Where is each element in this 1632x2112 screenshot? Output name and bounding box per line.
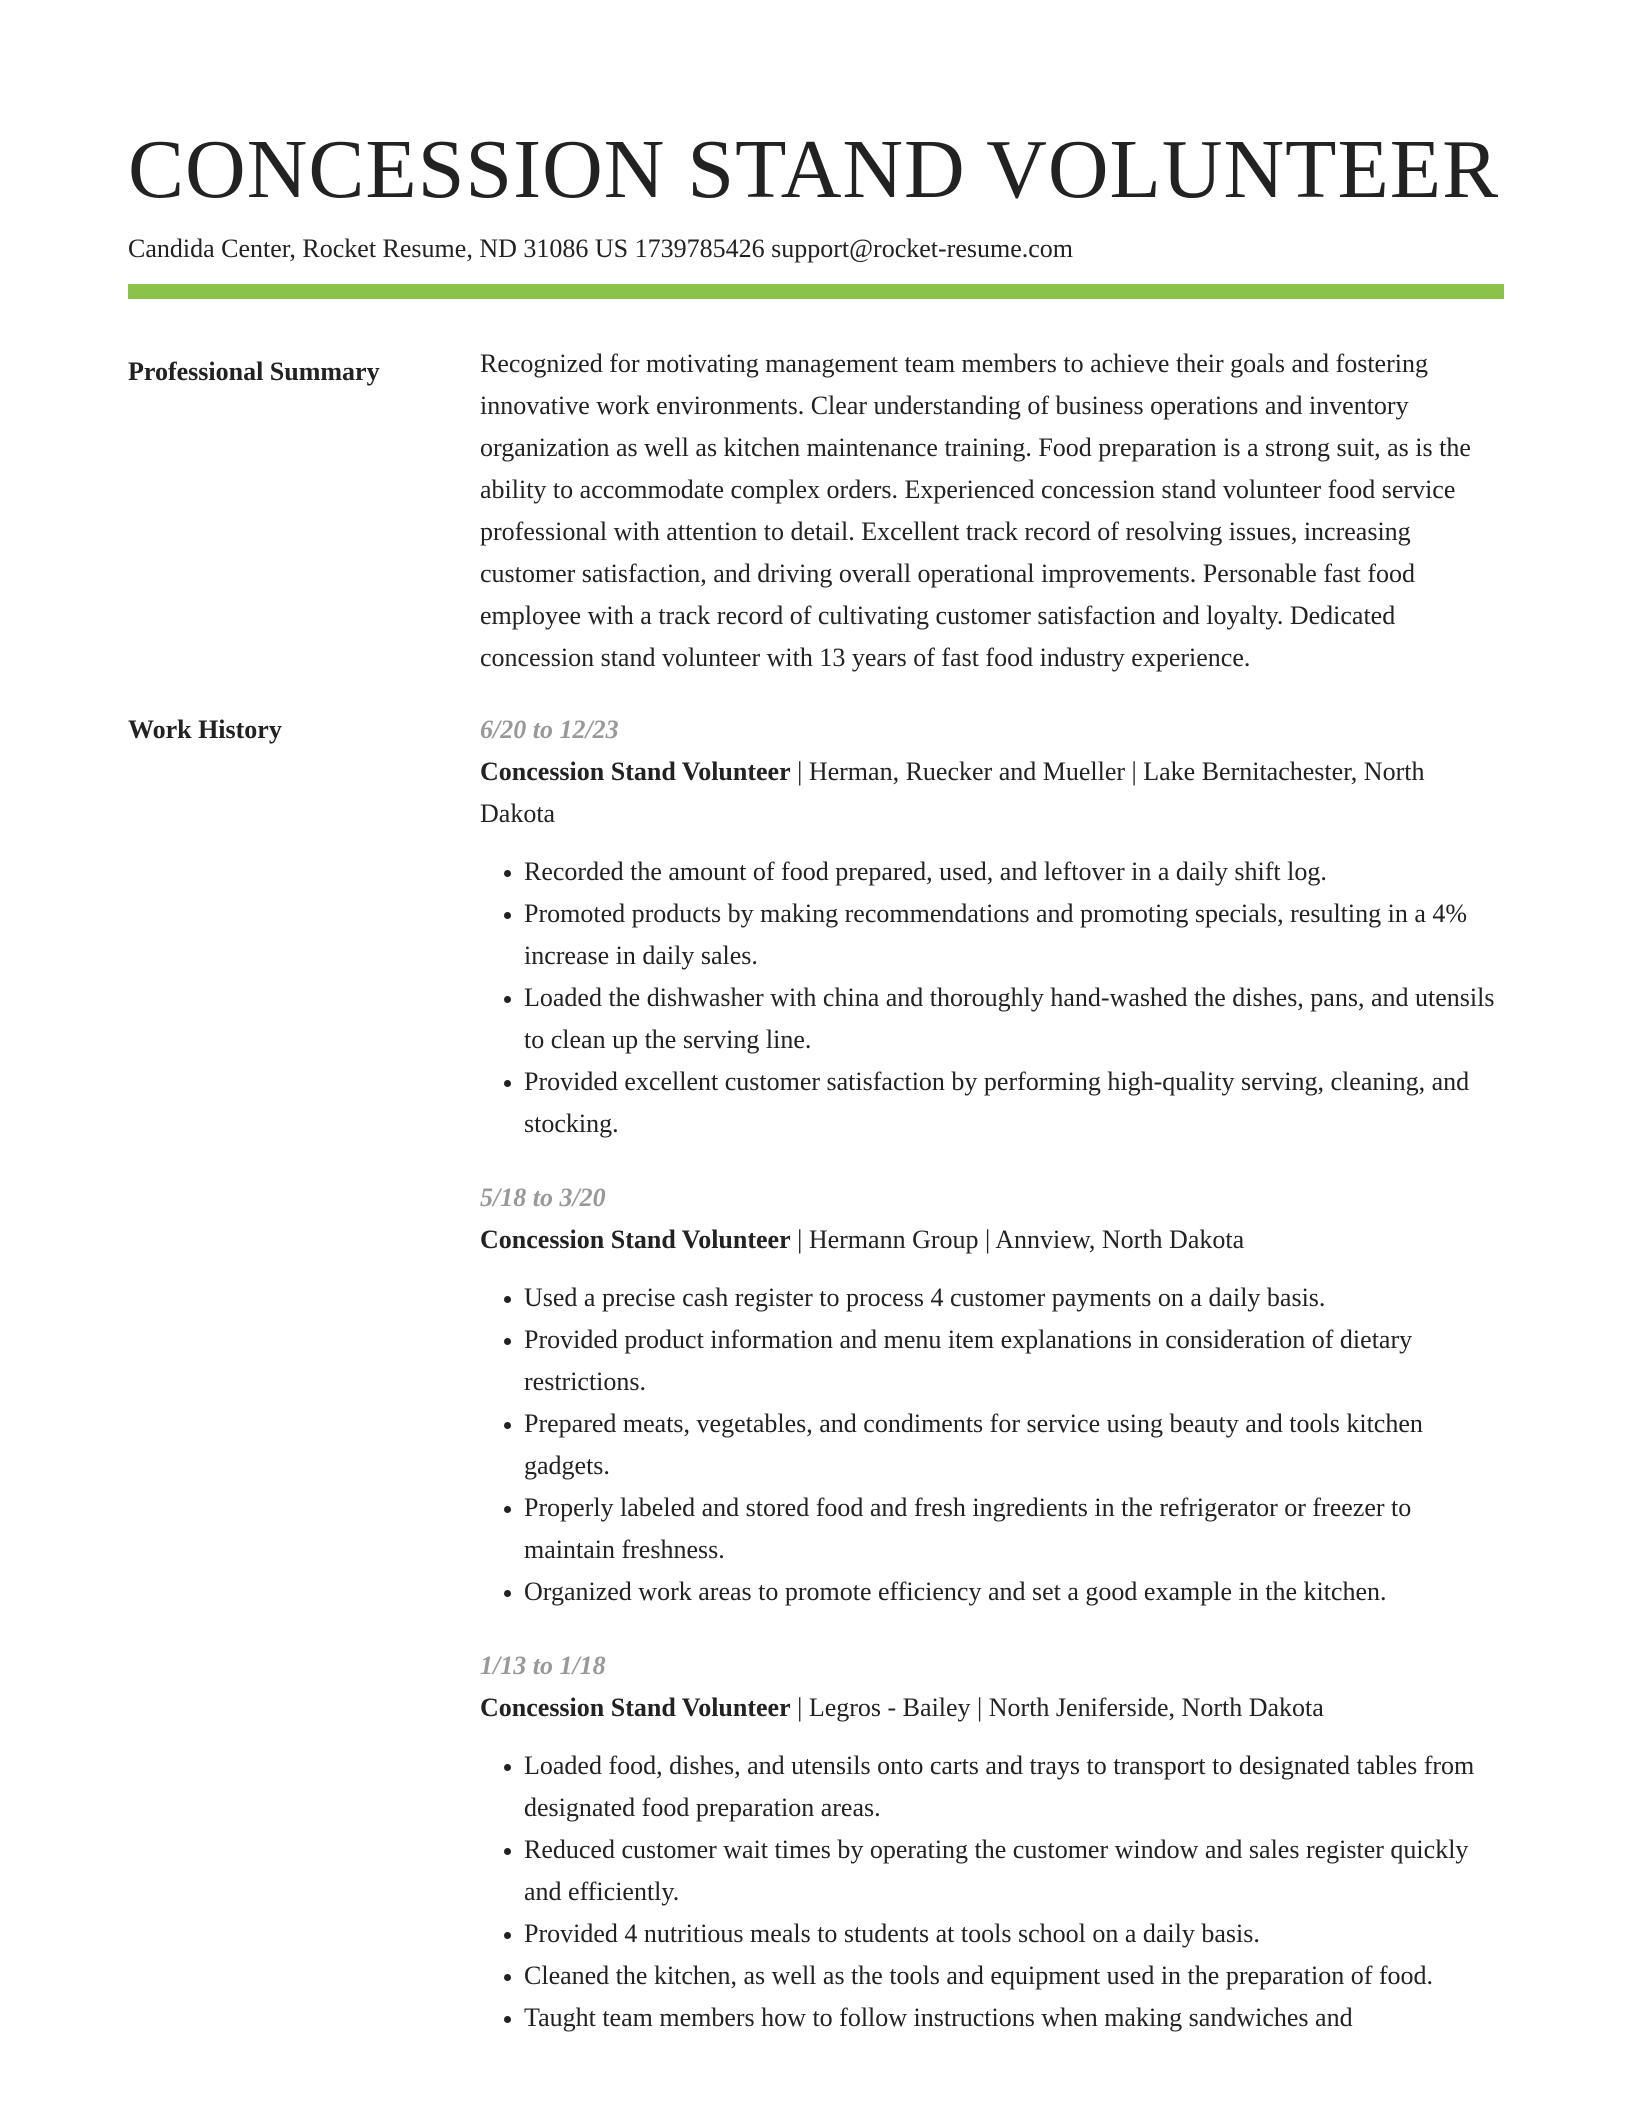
job-entry — [480, 1177, 1504, 1613]
job-bullet: • Reduced customer wait times by operating the customer window and sales register quickly and efficiently. — [524, 1829, 1504, 1913]
contact-email: support@rocket-resume.com — [771, 234, 1074, 263]
job-bullet: • Cleaned the kitchen, as well as the tools and equipment used in the preparation of food. — [524, 1955, 1504, 1997]
job-title-line — [480, 1219, 1504, 1261]
job-bullet: • Used a precise cash register to process 4 customer payments on a daily basis. — [524, 1277, 1504, 1319]
job-bullet-list — [480, 1745, 1504, 2039]
job-entry — [480, 1645, 1504, 2039]
job-title: Concession Stand Volunteer — [480, 1225, 791, 1254]
job-entry — [480, 709, 1504, 1145]
job-bullet: • Provided product information and menu item explanations in consideration of dietary restrictions. — [524, 1319, 1504, 1403]
job-bullet: • Properly labeled and stored food and fresh ingredients in the refrigerator or freezer to maintain freshness. — [524, 1487, 1504, 1571]
work-history-heading: Work History — [128, 715, 282, 744]
job-bullet: • Taught team members how to follow instructions when making sandwiches and — [524, 1997, 1504, 2039]
job-title: Concession Stand Volunteer — [480, 757, 791, 786]
job-bullet: • Recorded the amount of food prepared, used, and leftover in a daily shift log. — [524, 851, 1504, 893]
work-history-body — [480, 709, 1504, 2071]
contact-address: Candida Center, Rocket Resume, ND 31086 US — [128, 234, 629, 263]
summary-section — [128, 351, 1504, 679]
job-bullet: • Provided excellent customer satisfaction by performing high-quality serving, cleaning, and stocking. — [524, 1061, 1504, 1145]
summary-text: Recognized for motivating management team members to achieve their goals and fostering innovative work environments. Clear understanding of business operations and inventory organization as well as kitchen maintenance training. Food preparation is a strong suit, as is the ability to accommodate complex orders. Experienced concession stand volunteer food service professional with attention to detail. Excellent track record of resolving issues, increasing customer satisfaction, and driving overall operational improvements. Personable fast food employee with a track record of cultivating customer satisfaction and loyalty. Dedicated concession stand volunteer with 13 years of fast food industry experience. — [480, 349, 1471, 672]
job-title-line — [480, 1687, 1504, 1729]
job-bullet: • Loaded food, dishes, and utensils onto carts and trays to transport to designated tables from designated food preparation areas. — [524, 1745, 1504, 1829]
contact-phone: 1739785426 — [634, 234, 765, 263]
resume-name-title: CONCESSION STAND VOLUNTEER — [128, 123, 1500, 216]
job-details: | Hermann Group | Annview, North Dakota — [790, 1225, 1245, 1254]
job-bullet: • Organized work areas to promote efficiency and set a good example in the kitchen. — [524, 1571, 1504, 1613]
job-dates: 6/20 to 12/23 — [480, 715, 619, 744]
job-dates: 1/13 to 1/18 — [480, 1651, 606, 1680]
job-dates: 5/18 to 3/20 — [480, 1183, 606, 1212]
job-bullet: • Promoted products by making recommendations and promoting specials, resulting in a 4% increase in daily sales. — [524, 893, 1504, 977]
work-history-section — [128, 709, 1504, 2071]
job-details: | Legros - Bailey | North Jeniferside, North Dakota — [790, 1693, 1324, 1722]
job-bullet: • Prepared meats, vegetables, and condiments for service using beauty and tools kitchen gadgets. — [524, 1403, 1504, 1487]
summary-heading: Professional Summary — [128, 357, 380, 386]
job-title-line — [480, 751, 1504, 835]
job-bullet-list — [480, 851, 1504, 1145]
summary-body — [480, 351, 1504, 679]
resume-page — [128, 120, 1504, 2071]
job-details: | Herman, Ruecker and Mueller | Lake Bernitachester, North Dakota — [480, 757, 1425, 828]
job-title: Concession Stand Volunteer — [480, 1693, 791, 1722]
job-bullet: • Loaded the dishwasher with china and thoroughly hand-washed the dishes, pans, and utensils to clean up the serving line. — [524, 977, 1504, 1061]
header-divider — [128, 284, 1504, 299]
contact-line — [128, 232, 1504, 266]
job-bullet: • Provided 4 nutritious meals to students at tools school on a daily basis. — [524, 1913, 1504, 1955]
job-bullet-list — [480, 1277, 1504, 1613]
